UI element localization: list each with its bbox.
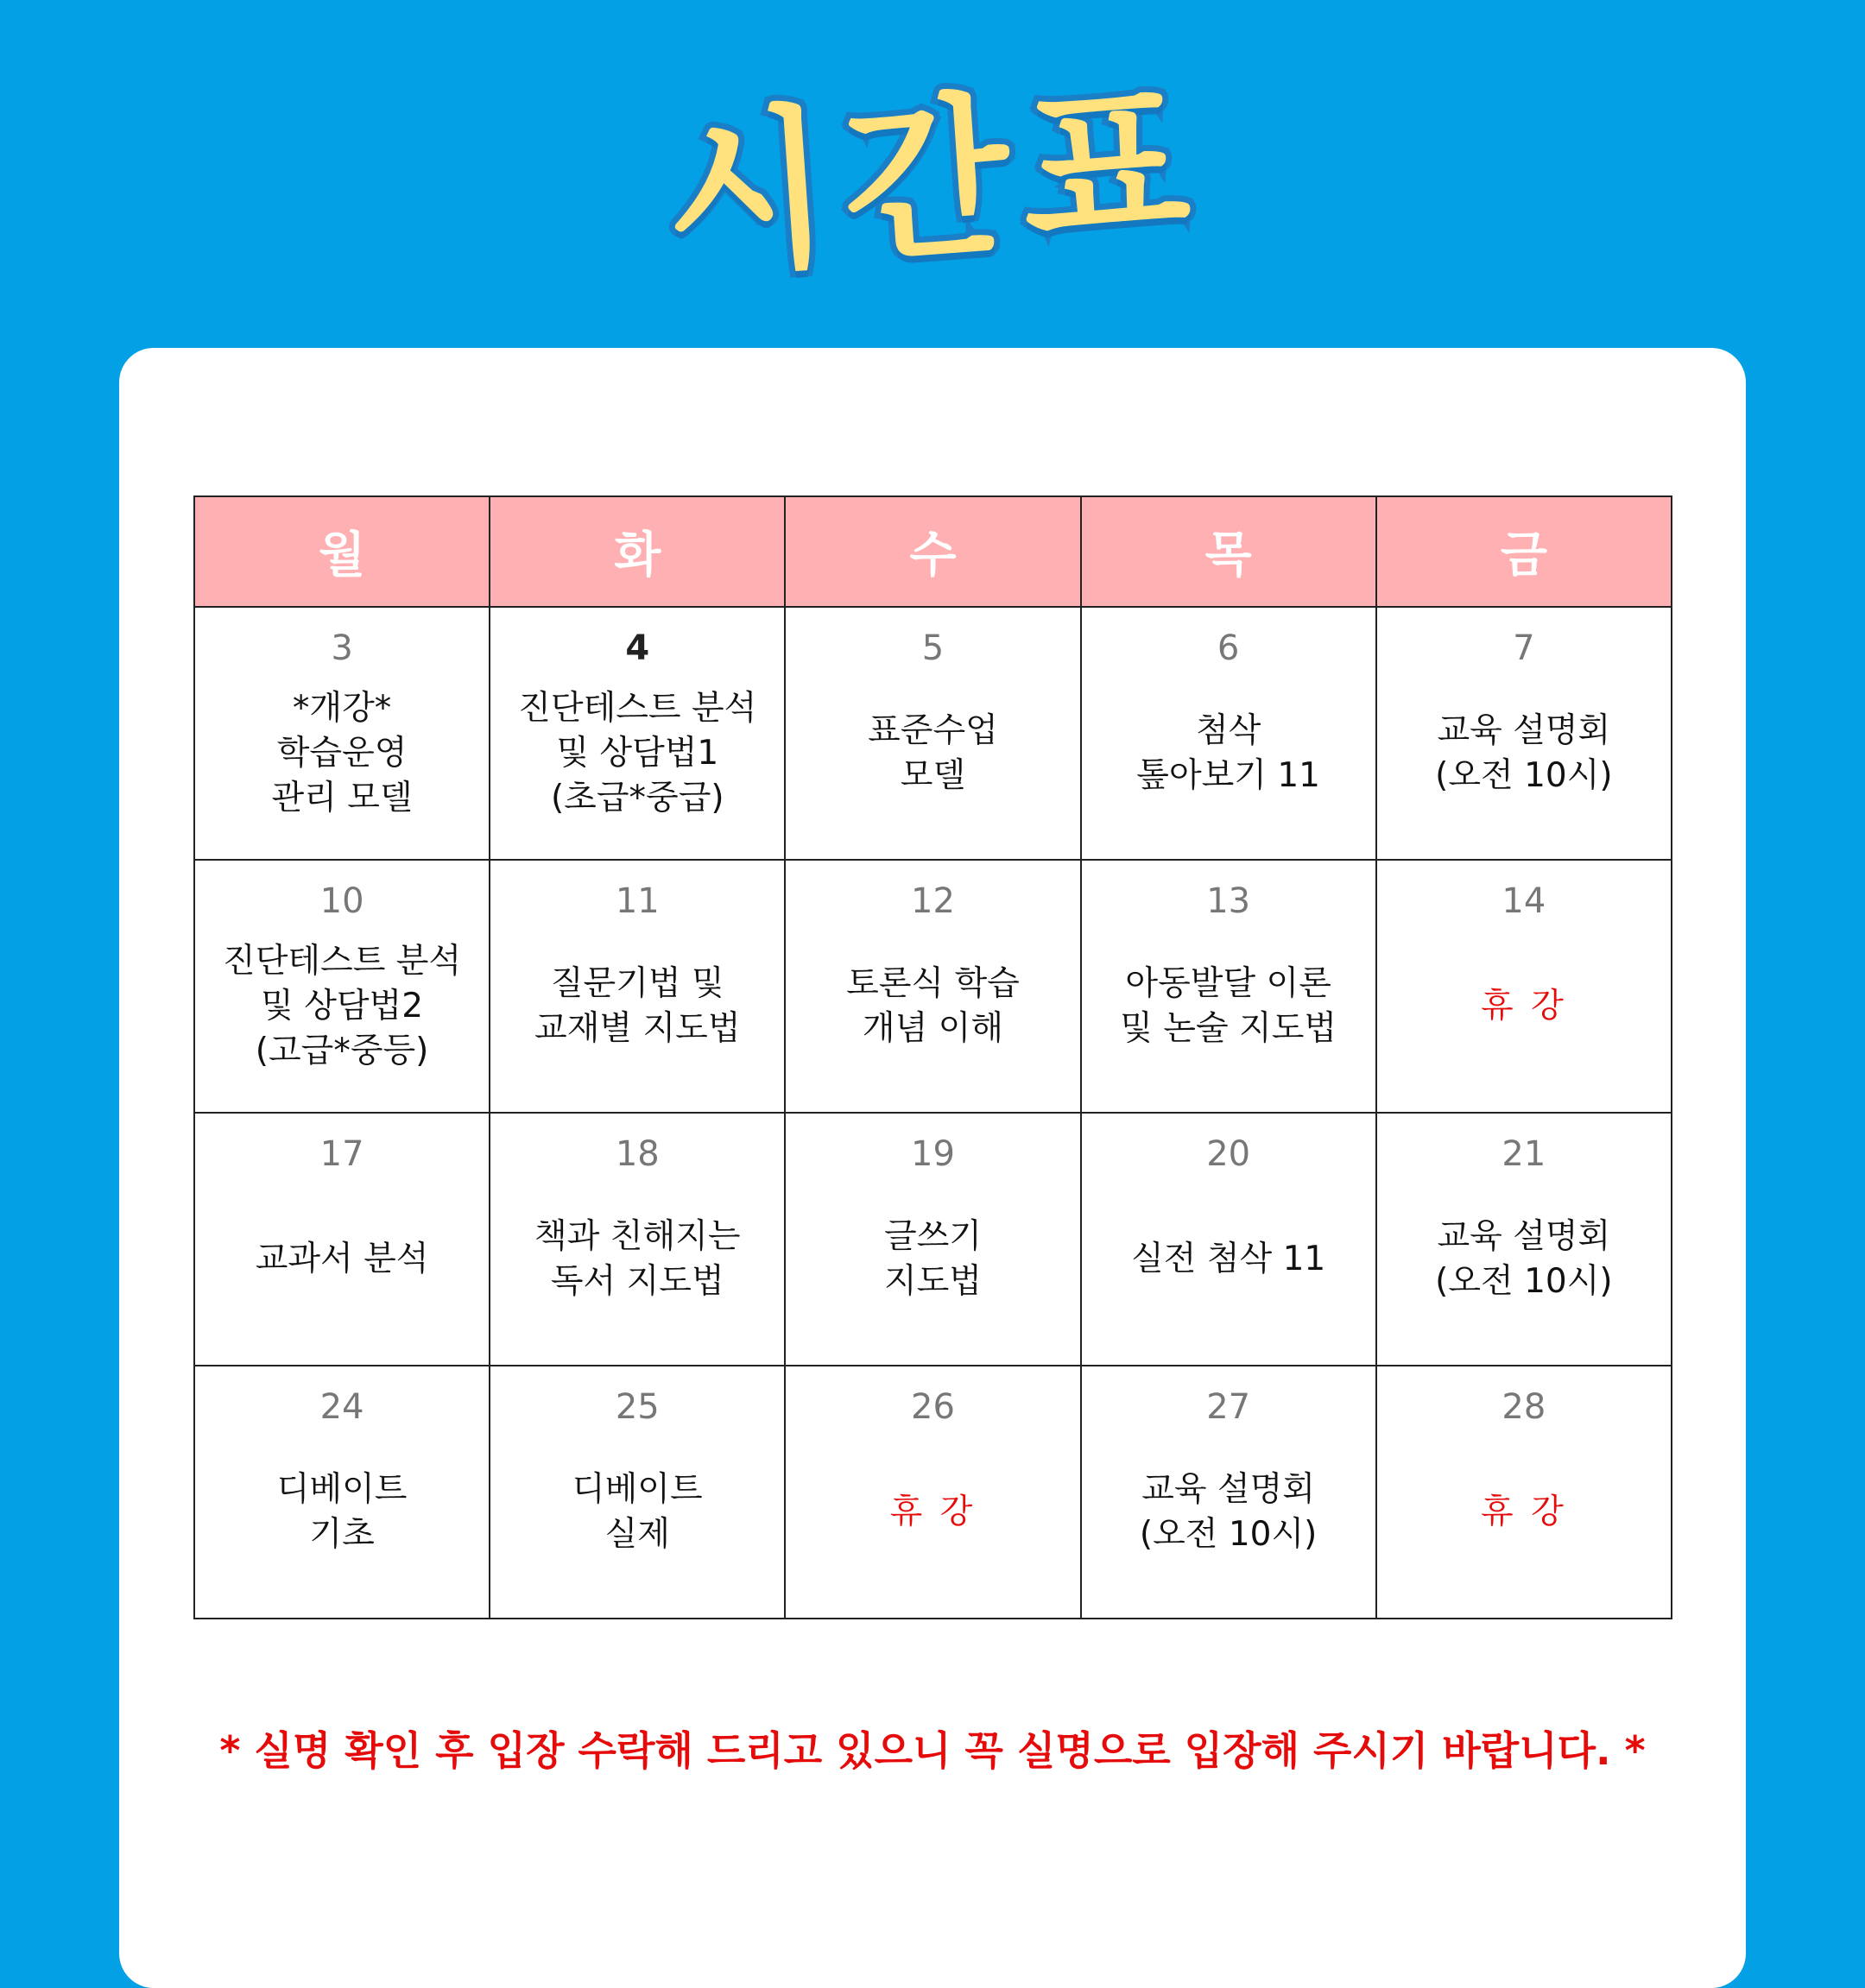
schedule-cell-content [1082, 1366, 1375, 1618]
holiday-label: 휴 강 [1481, 1492, 1567, 1531]
session-title: 디베이트 실제 [572, 1469, 703, 1554]
schedule-row [194, 1113, 1672, 1366]
session-title: 교육 설명회 (오전 10시) [1435, 1216, 1613, 1301]
schedule-cell-content [786, 861, 1079, 1112]
session-title: 표준수업 모델 [868, 710, 998, 795]
session-title: 디베이트 기초 [276, 1469, 408, 1554]
weekday-header-wed: 수 [785, 496, 1080, 607]
page-title-text: 시간표 [657, 61, 1208, 300]
schedule-cell-content [786, 1114, 1079, 1365]
schedule-cell-content [786, 1366, 1079, 1618]
session-title: 교육 설명회 (오전 10시) [1435, 710, 1613, 795]
day-number: 3 [331, 628, 353, 668]
day-number: 18 [615, 1134, 660, 1174]
schedule-cell [490, 1366, 785, 1619]
day-number: 5 [921, 628, 945, 668]
schedule-cell-content [1082, 608, 1375, 859]
schedule-cell-content [1082, 1114, 1375, 1365]
day-number: 17 [319, 1134, 364, 1174]
day-number: 12 [911, 881, 955, 921]
schedule-cell-content [195, 861, 489, 1112]
session-title: 진단테스트 분석 및 상담법1 (초급*중급) [518, 688, 757, 817]
schedule-cell-content [195, 608, 489, 859]
schedule-cell-content [195, 1114, 489, 1365]
day-number: 11 [615, 881, 660, 921]
day-number: 25 [615, 1387, 660, 1427]
schedule-row [194, 860, 1672, 1113]
session-title: 첨삭 톺아보기 11 [1136, 710, 1321, 795]
day-number: 24 [319, 1387, 364, 1427]
schedule-cell [785, 607, 1080, 860]
session-title: 진단테스트 분석 및 상담법2 (고급*중등) [223, 941, 462, 1070]
schedule-cell [1376, 860, 1672, 1113]
schedule-row [194, 607, 1672, 860]
day-number: 4 [625, 628, 650, 668]
day-number: 10 [319, 881, 364, 921]
schedule-cell-content [195, 1366, 489, 1618]
session-title: 질문기법 및 교재별 지도법 [534, 963, 741, 1048]
schedule-cell [785, 1113, 1080, 1366]
holiday-label: 휴 강 [889, 1492, 977, 1531]
schedule-cell-content [786, 608, 1079, 859]
schedule-cell [1081, 1113, 1376, 1366]
weekday-header-tue: 화 [490, 496, 785, 607]
schedule-row [194, 1366, 1672, 1619]
weekday-header-mon: 월 [194, 496, 490, 607]
weekday-header-thu: 목 [1081, 496, 1376, 607]
schedule-cell [194, 860, 490, 1113]
schedule-cell-content [1377, 1114, 1671, 1365]
schedule-cell [785, 1366, 1080, 1619]
schedule-cell-content [1377, 1366, 1671, 1618]
schedule-cell-content [490, 1114, 784, 1365]
notice-text: * 실명 확인 후 입장 수락해 드리고 있으니 꼭 실명으로 입장해 주시기 바랍니다. * [219, 1727, 1646, 1774]
schedule-cell [194, 1366, 490, 1619]
session-title: 교육 설명회 (오전 10시) [1139, 1469, 1318, 1554]
schedule-cell [1376, 607, 1672, 860]
schedule-cell [490, 1113, 785, 1366]
schedule-cell [1081, 860, 1376, 1113]
schedule-cell [1081, 1366, 1376, 1619]
schedule-cell [785, 860, 1080, 1113]
session-title: 교과서 분석 [255, 1239, 429, 1278]
schedule-cell-content [490, 861, 784, 1112]
day-number: 6 [1217, 628, 1240, 668]
schedule-table [193, 495, 1672, 1619]
schedule-cell [490, 607, 785, 860]
day-number: 14 [1501, 881, 1546, 921]
session-title: 토론식 학습 개념 이해 [846, 963, 1020, 1048]
schedule-cell-content [490, 608, 784, 859]
session-title: 실전 첨삭 11 [1131, 1239, 1326, 1278]
weekday-header-fri: 금 [1376, 496, 1672, 607]
weekday-header-row [194, 496, 1672, 607]
session-title: *개강* 학습운영 관리 모델 [271, 688, 413, 817]
schedule-cell-content [1082, 861, 1375, 1112]
schedule-cell [1376, 1366, 1672, 1619]
session-title: 글쓰기 지도법 [883, 1216, 982, 1301]
schedule-cell [1081, 607, 1376, 860]
schedule-cell [194, 607, 490, 860]
day-number: 13 [1206, 881, 1251, 921]
day-number: 28 [1501, 1387, 1546, 1427]
schedule-cell-content [490, 1366, 784, 1618]
session-title: 책과 친해지는 독서 지도법 [534, 1216, 741, 1301]
schedule-cell [1376, 1113, 1672, 1366]
day-number: 26 [911, 1387, 955, 1427]
day-number: 20 [1206, 1134, 1251, 1174]
day-number: 21 [1501, 1134, 1546, 1174]
day-number: 27 [1206, 1387, 1251, 1427]
schedule-cell [490, 860, 785, 1113]
session-title: 아동발달 이론 및 논술 지도법 [1120, 963, 1337, 1048]
holiday-label: 휴 강 [1481, 986, 1567, 1026]
day-number: 7 [1513, 628, 1535, 668]
day-number: 19 [911, 1134, 955, 1174]
schedule-cell-content [1377, 608, 1671, 859]
page-title [0, 61, 1865, 300]
schedule-cell [194, 1113, 490, 1366]
schedule-cell-content [1377, 861, 1671, 1112]
